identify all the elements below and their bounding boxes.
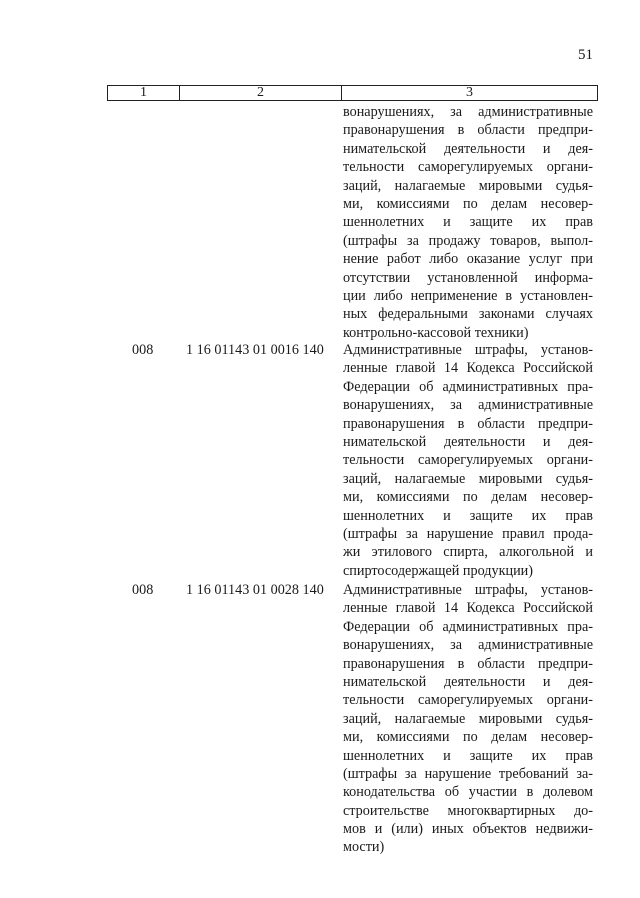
description-line: вонарушениях, за административные bbox=[343, 397, 593, 414]
description-line: шеннолетних и защите их прав bbox=[343, 747, 593, 764]
description-line: спиртосодержащей продукции) bbox=[343, 562, 533, 579]
description-line: Административные штрафы, установ- bbox=[343, 582, 593, 598]
description-line: мости) bbox=[343, 839, 385, 856]
description-line: нимательской деятельности и дея- bbox=[343, 433, 593, 450]
description-line: конодательства об участии в долевом bbox=[343, 784, 593, 801]
description-line: вонарушениях, за административные bbox=[343, 637, 593, 654]
description-line: шеннолетних и защите их прав bbox=[343, 507, 593, 524]
description-line: ции либо неприменение в установлен- bbox=[343, 287, 593, 304]
description-line: шеннолетних и защите их прав bbox=[343, 214, 593, 231]
page-number: 51 bbox=[578, 47, 593, 63]
description-line: тельности саморегулируемых органи- bbox=[343, 159, 593, 176]
description-line: строительстве многоквартирных до- bbox=[343, 802, 593, 819]
description-line: ленные главой 14 Кодекса Российской bbox=[343, 600, 593, 617]
description-line: Административные штрафы, установ- bbox=[343, 342, 593, 358]
description-line: нимательской деятельности и дея- bbox=[343, 140, 593, 157]
description-line: тельности саморегулируемых органи- bbox=[343, 452, 593, 469]
entry-2-admin-code: 008 bbox=[132, 582, 154, 598]
description-line: ленные главой 14 Кодекса Российской bbox=[343, 360, 593, 377]
description-line: нение работ либо оказание услуг при bbox=[343, 251, 593, 268]
description-line: ми, комиссиями по делам несовер- bbox=[343, 729, 593, 746]
description-line: вонарушениях, за административные bbox=[343, 104, 593, 120]
description-line: (штрафы за нарушение требований за- bbox=[343, 765, 593, 782]
description-line: правонарушения в области предпри- bbox=[343, 415, 593, 432]
description-line: заций, налагаемые мировыми судья- bbox=[343, 177, 593, 194]
description-line: Федерации об административных пра- bbox=[343, 378, 593, 395]
description-line: Федерации об административных пра- bbox=[343, 618, 593, 635]
description-line: правонарушения в области предпри- bbox=[343, 655, 593, 672]
description-line: (штрафы за нарушение правил прода- bbox=[343, 525, 593, 542]
description-line: заций, налагаемые мировыми судья- bbox=[343, 710, 593, 727]
description-line: ми, комиссиями по делам несовер- bbox=[343, 195, 593, 212]
entry-1-kbk-code: 1 16 01143 01 0016 140 bbox=[186, 342, 324, 358]
entry-2-kbk-code: 1 16 01143 01 0028 140 bbox=[186, 582, 324, 598]
description-line: правонарушения в области предпри- bbox=[343, 122, 593, 139]
description-line: (штрафы за продажу товаров, выпол- bbox=[343, 232, 593, 249]
description-line: отсутствии установленной информа- bbox=[343, 269, 593, 286]
column-header-3: 3 bbox=[342, 86, 598, 101]
description-line: ми, комиссиями по делам несовер- bbox=[343, 489, 593, 506]
entry-1-admin-code: 008 bbox=[132, 342, 154, 358]
column-header-table bbox=[107, 85, 598, 101]
continuation-description bbox=[343, 103, 593, 342]
description-line: тельности саморегулируемых органи- bbox=[343, 692, 593, 709]
column-header-2: 2 bbox=[180, 86, 342, 101]
entry-2-description bbox=[343, 581, 593, 857]
description-line: заций, налагаемые мировыми судья- bbox=[343, 470, 593, 487]
description-line: контрольно-кассовой техники) bbox=[343, 324, 529, 341]
description-line: жи этилового спирта, алкогольной и bbox=[343, 544, 593, 561]
entry-1-description bbox=[343, 341, 593, 580]
description-line: ных федеральными законами случаях bbox=[343, 306, 593, 323]
column-header-1: 1 bbox=[108, 86, 180, 101]
description-line: мов и (или) иных объектов недвижи- bbox=[343, 821, 593, 838]
description-line: нимательской деятельности и дея- bbox=[343, 673, 593, 690]
